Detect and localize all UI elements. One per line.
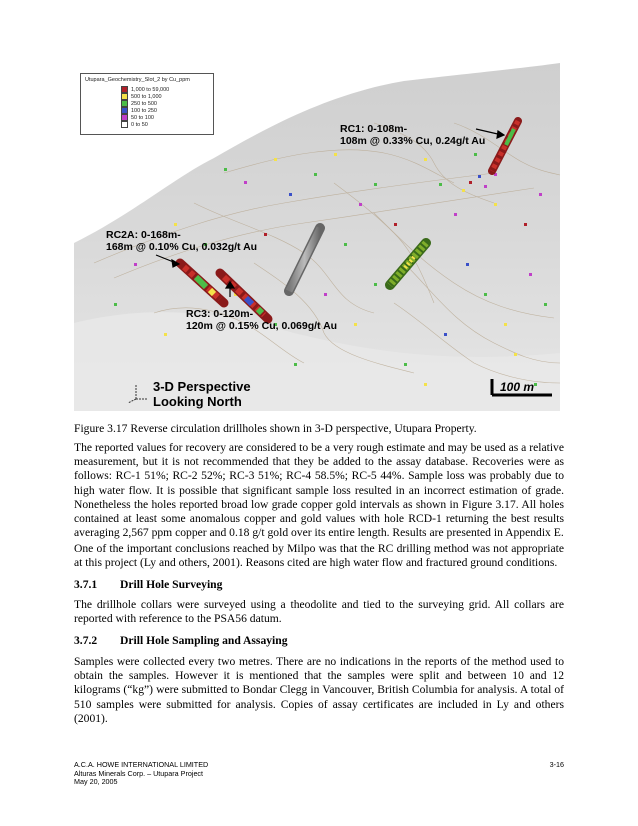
legend-swatch <box>121 114 128 121</box>
rc3-label-line1: RC3: 0-120m- <box>186 308 254 320</box>
section-number: 3.7.2 <box>74 634 98 647</box>
page-number: 3-16 <box>549 760 564 769</box>
rc1-label <box>340 123 485 147</box>
legend-item <box>121 121 148 128</box>
section-title: Drill Hole Surveying <box>120 578 223 591</box>
legend-swatch <box>121 100 128 107</box>
paragraph-recovery: The reported values for recovery are considered to be a very rough estimate and may be used as a relative measurement, but it is not recommended that they be added to the assay database. Recoveries were as follows: RC-1 51%; RC-2 52%; RC-3 51%; RC-4 58.5%; RC-5 44%. Sample loss was probably due to high water flow. It is possible that significant sample loss resulted in an incorrect estimation of grade. Nonetheless the holes reported broad low grade copper gold intervals as shown in Figure 3.17. All holes contained at least some anomalous copper and gold values with hole RCD-1 returning the best results averaging 2,567 ppm copper and 0.18 g/t gold over its entire length. Results are presented in Appendix E. <box>74 441 564 540</box>
view-direction-label <box>153 379 251 409</box>
legend-label: 0 to 50 <box>131 121 148 128</box>
section-heading-sampling <box>74 634 288 647</box>
rc2a-label <box>106 229 257 253</box>
section-title: Drill Hole Sampling and Assaying <box>120 634 288 647</box>
rc3-label-line2: 120m @ 0.15% Cu, 0.069g/t Au <box>186 320 338 332</box>
footer-project: Alturas Minerals Corp. – Utupara Project <box>74 768 204 778</box>
paragraph-surveying: The drillhole collars were surveyed using a theodolite and tied to the surveying grid. All collars are reported with reference to the PSA56 datum. <box>74 598 564 626</box>
footer-company: A.C.A. HOWE INTERNATIONAL LIMITED <box>74 760 209 769</box>
legend-item <box>121 86 169 93</box>
scale-label: 100 m <box>500 380 535 394</box>
footer-date: May 20, 2005 <box>74 777 118 787</box>
map-legend <box>80 73 214 135</box>
legend-item <box>121 100 157 107</box>
view-line1: 3-D Perspective <box>153 379 251 394</box>
rc2a-label-line1: RC2A: 0-168m- <box>106 229 181 241</box>
legend-label: 100 to 250 <box>131 107 157 114</box>
rc1-label-line2: 108m @ 0.33% Cu, 0.24g/t Au <box>340 135 486 147</box>
legend-swatch <box>121 107 128 114</box>
page-footer <box>74 761 564 787</box>
legend-item <box>121 93 162 100</box>
legend-item <box>121 114 154 121</box>
legend-swatch <box>121 93 128 100</box>
legend-label: 250 to 500 <box>131 100 157 107</box>
legend-label: 500 to 1,000 <box>131 93 162 100</box>
section-heading-surveying <box>74 578 222 591</box>
legend-swatch <box>121 121 128 128</box>
paragraph-conclusions: One of the important conclusions reached by Milpo was that the RC drilling method was not appropriate at this project (Ly and others, 2001). Reasons cited are high water flow and fractured ground conditions. <box>74 542 564 570</box>
rc1-label-line1: RC1: 0-108m- <box>340 123 408 135</box>
rc3-label <box>186 308 337 332</box>
legend-label: 1,000 to 59,000 <box>131 86 170 93</box>
legend-title: Utupara_Geochemistry_Slot_2 by Cu_ppm <box>85 77 190 83</box>
legend-label: 50 to 100 <box>131 114 154 121</box>
legend-swatch <box>121 86 128 93</box>
paragraph-sampling: Samples were collected every two metres. There are no indications in the reports of the method used to obtain the samples. However it is mentioned that the samples were split and between 10 and 12 kilograms (“kg”) were submitted to Bondar Clegg in Vancouver, British Columbia for analysis. A total of 510 samples were submitted for analysis. Copies of assay certificates are included in Ly and others (2001). <box>74 655 564 725</box>
rc2a-label-line2: 168m @ 0.10% Cu, 0.032g/t Au <box>106 241 258 253</box>
view-line2: Looking North <box>153 394 242 409</box>
legend-item <box>121 107 157 114</box>
figure-caption: Figure 3.17 Reverse circulation drillholes shown in 3-D perspective, Utupara Property. <box>74 422 477 435</box>
section-number: 3.7.1 <box>74 578 98 591</box>
figure-3-17 <box>74 63 560 411</box>
